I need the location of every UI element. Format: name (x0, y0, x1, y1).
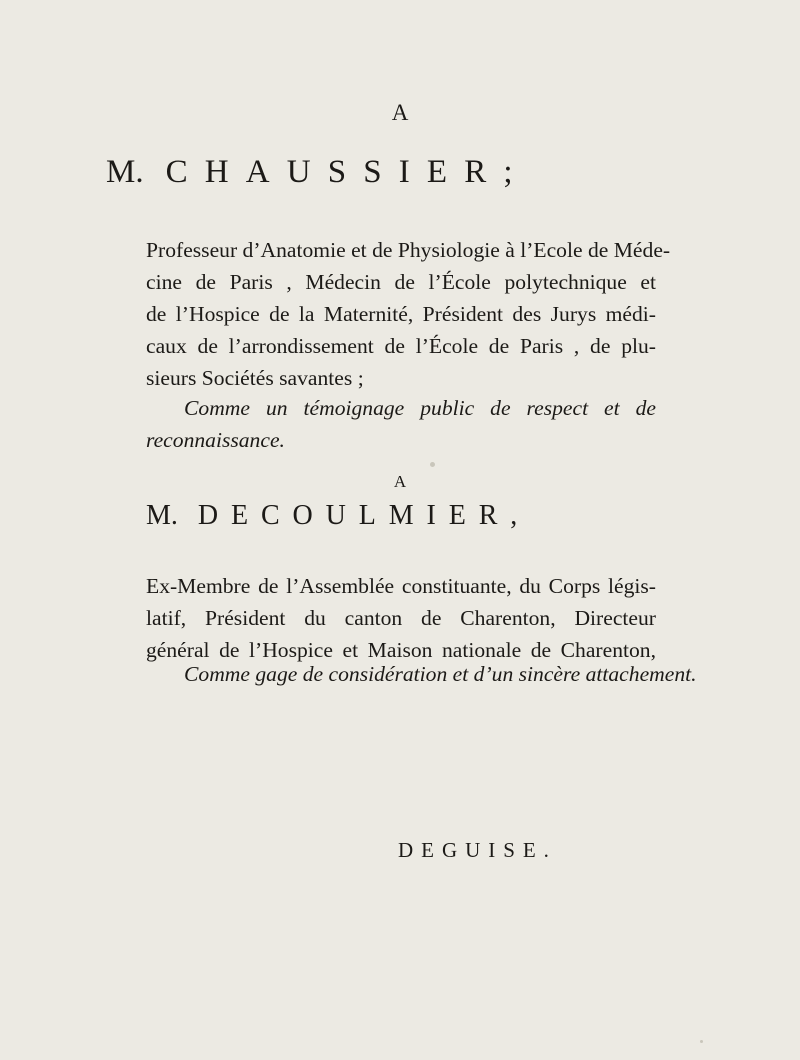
description-line: général de l’Hospice et Maison nationale de Charenton, (146, 638, 656, 662)
a-heading-top: A (391, 100, 409, 125)
dedication-line: Comme gage de considération et d’un sincère attachement. (184, 662, 697, 686)
dedication-line: Comme un témoignage public de respect et de (184, 396, 656, 420)
name-title: M. (106, 154, 144, 190)
name-text: DECOULMIER, (197, 500, 531, 531)
description-line: sieurs Sociétés savantes ; (146, 366, 364, 390)
dedicatee-description-chaussier (146, 234, 671, 394)
paper-speck (430, 462, 435, 467)
description-line: latif, Président du canton de Charenton, Directeur (146, 606, 656, 630)
dedicatee-name-decoulmier (146, 500, 530, 532)
name-title: M. (146, 500, 178, 531)
author-signature: DEGUISE. (398, 838, 557, 862)
description-line: de l’Hospice de la Maternité, Président des Jurys médi- (146, 302, 656, 326)
description-line: cine de Paris , Médecin de l’École polytechnique et (146, 270, 656, 294)
name-text: CHAUSSIER; (165, 154, 530, 190)
a-heading-mid: A (393, 472, 407, 491)
dedication-text-decoulmier (146, 658, 697, 690)
dedicatee-description-decoulmier (146, 570, 656, 666)
description-line: Professeur d’Anatomie et de Physiologie à l’Ecole de Méde- (146, 238, 671, 262)
dedication-text-chaussier (146, 392, 656, 456)
dedication-line: reconnaissance. (146, 428, 285, 452)
paper-speck (700, 1040, 703, 1043)
dedicatee-name-chaussier (106, 154, 530, 191)
description-line: Ex-Membre de l’Assemblée constituante, du Corps légis- (146, 574, 656, 598)
description-line: caux de l’arrondissement de l’École de Paris , de plu- (146, 334, 656, 358)
